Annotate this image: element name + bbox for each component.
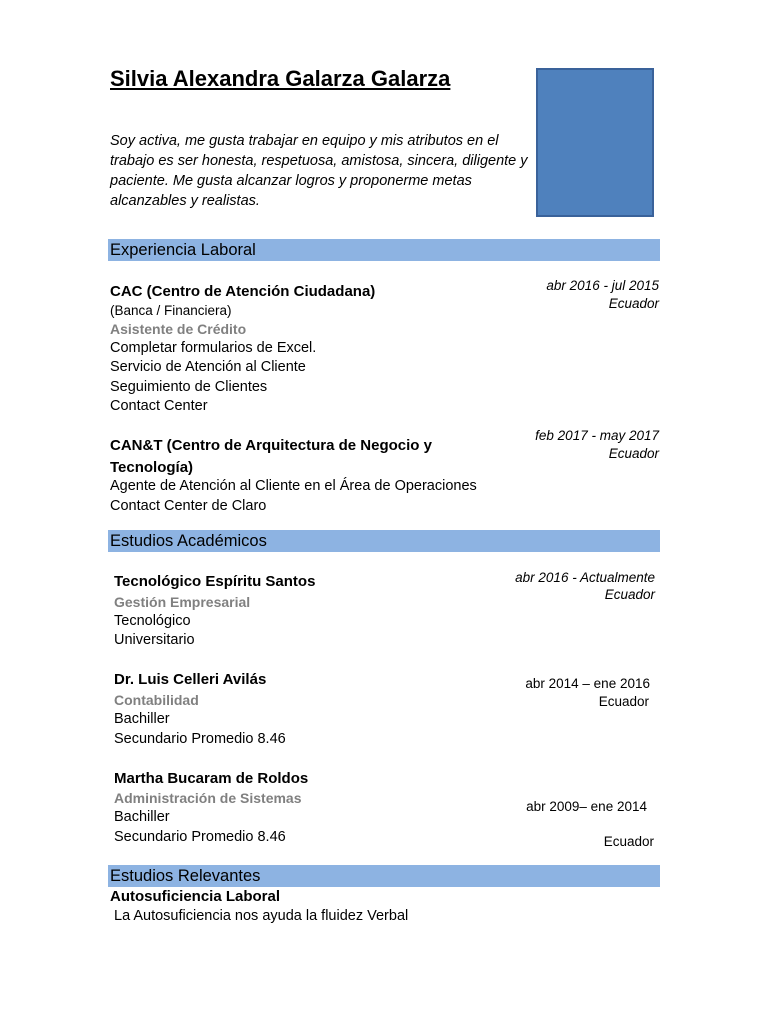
course-description: La Autosuficiencia nos ayuda la fluidez Verbal	[114, 908, 409, 924]
photo-placeholder	[536, 68, 654, 217]
job-task: Completar formularios de Excel.	[110, 340, 317, 356]
section-relevant-title: Estudios Relevantes	[108, 865, 660, 887]
course-name: Autosuficiencia Laboral	[110, 888, 281, 905]
job-location: Ecuador	[608, 296, 659, 311]
school-detail: Secundario Promedio 8.46	[114, 731, 286, 747]
school-date: abr 2016 - Actualmente	[515, 570, 655, 585]
job-task: Seguimiento de Clientes	[110, 379, 268, 395]
job-task: Contact Center de Claro	[110, 498, 267, 514]
school-name: Dr. Luis Celleri Avilás	[114, 671, 267, 688]
section-experience-title: Experiencia Laboral	[108, 239, 660, 261]
job-location: Ecuador	[608, 446, 659, 461]
job-sector: (Banca / Financiera)	[110, 303, 232, 318]
school-location: Ecuador	[598, 694, 649, 709]
school-location: Ecuador	[603, 834, 654, 849]
school-detail: Tecnológico	[114, 613, 191, 629]
school-detail: Bachiller	[114, 809, 170, 825]
school-name: Martha Bucaram de Roldos	[114, 770, 309, 787]
school-date: abr 2009– ene 2014	[526, 799, 647, 814]
job-company: CAN&T (Centro de Arquitectura de Negocio y	[110, 437, 432, 454]
school-detail: Secundario Promedio 8.46	[114, 829, 286, 845]
section-education-title: Estudios Académicos	[108, 530, 660, 552]
job-company: CAC (Centro de Atención Ciudadana)	[110, 283, 376, 300]
candidate-name: Silvia Alexandra Galarza Galarza	[110, 66, 451, 91]
school-field: Contabilidad	[114, 692, 199, 708]
school-detail: Bachiller	[114, 711, 170, 727]
profile-summary: Soy activa, me gusta trabajar en equipo y mis atributos en el trabajo es ser honesta, respetuosa, amistosa, sincera, diligente y paciente. Me gusta alcanzar logros y proponerme metas alcanzables y realistas.	[110, 133, 528, 209]
job-role: Asistente de Crédito	[110, 321, 247, 337]
job-task: Agente de Atención al Cliente en el Área de Operaciones	[110, 478, 477, 494]
school-detail: Universitario	[114, 632, 195, 648]
job-task: Contact Center	[110, 398, 208, 414]
school-location: Ecuador	[604, 587, 655, 602]
job-company-cont: Tecnología)	[110, 459, 194, 476]
school-field: Administración de Sistemas	[114, 790, 302, 806]
job-task: Servicio de Atención al Cliente	[110, 359, 306, 375]
job-date: abr 2016 - jul 2015	[546, 278, 659, 293]
school-field: Gestión Empresarial	[114, 594, 251, 610]
school-name: Tecnológico Espíritu Santos	[114, 573, 316, 590]
job-date: feb 2017 - may 2017	[535, 428, 659, 443]
school-date: abr 2014 – ene 2016	[525, 676, 650, 691]
